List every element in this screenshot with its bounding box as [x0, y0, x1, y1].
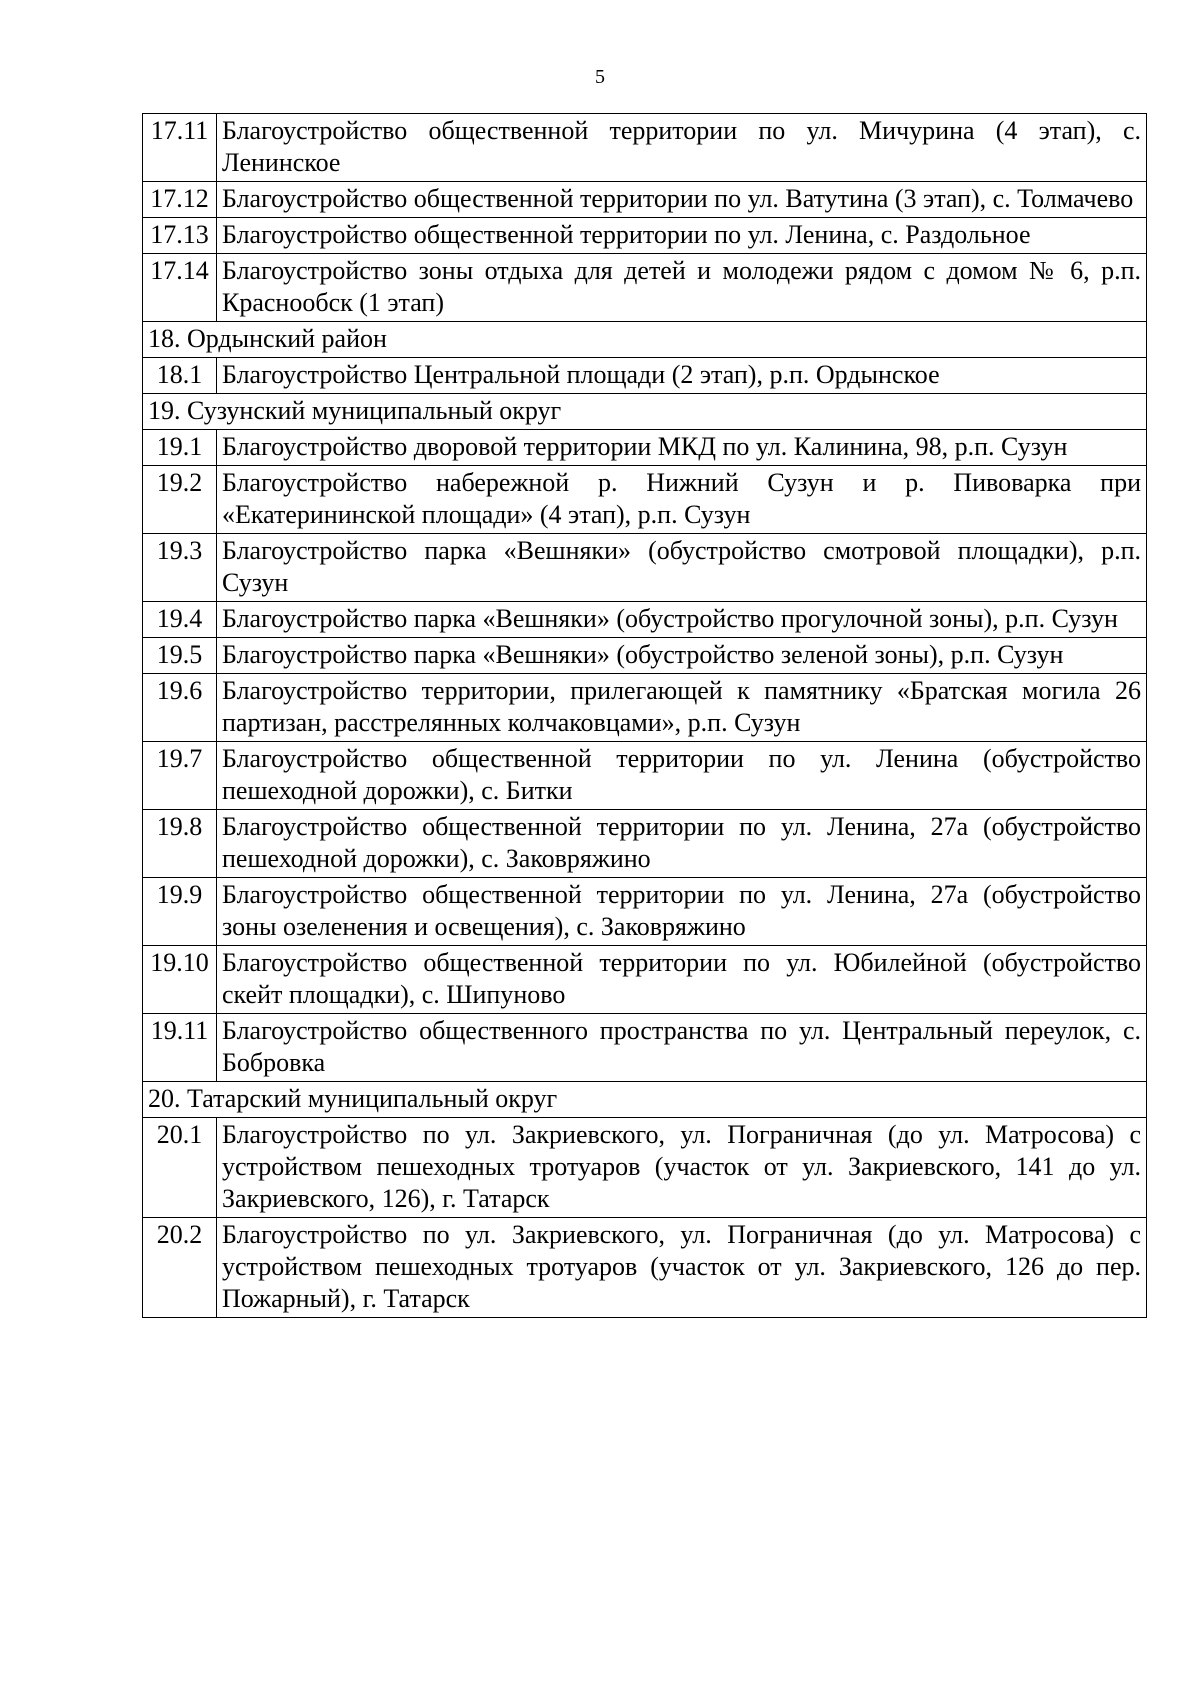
- row-description: Благоустройство Центральной площади (2 этап), р.п. Ордынское: [217, 358, 1147, 394]
- row-number: 19.2: [143, 466, 217, 534]
- row-number: 17.11: [143, 114, 217, 182]
- table-row: [143, 358, 1147, 394]
- section-row: [143, 394, 1147, 430]
- table-row: [143, 534, 1147, 602]
- row-description: Благоустройство общественной территории по ул. Ватутина (3 этап), с. Толмачево: [217, 182, 1147, 218]
- table-row: [143, 218, 1147, 254]
- projects-table: [142, 113, 1147, 1318]
- row-number: 19.9: [143, 878, 217, 946]
- table-row: [143, 1118, 1147, 1218]
- row-description: Благоустройство общественной территории по ул. Ленина, 27а (обустройство пешеходной дорожки), с. Заковряжино: [217, 810, 1147, 878]
- table-row: [143, 602, 1147, 638]
- row-number: 17.14: [143, 254, 217, 322]
- row-number: 19.7: [143, 742, 217, 810]
- row-number: 20.2: [143, 1218, 217, 1318]
- row-number: 20.1: [143, 1118, 217, 1218]
- row-number: 17.13: [143, 218, 217, 254]
- section-heading: 18. Ордынский район: [143, 322, 1147, 358]
- row-description: Благоустройство парка «Вешняки» (обустройство зеленой зоны), р.п. Сузун: [217, 638, 1147, 674]
- table-row: [143, 810, 1147, 878]
- row-number: 19.1: [143, 430, 217, 466]
- row-description: Благоустройство по ул. Закриевского, ул. Пограничная (до ул. Матросова) с устройством пешеходных тротуаров (участок от ул. Закриевского, 126 до пер. Пожарный), г. Татарск: [217, 1218, 1147, 1318]
- table-row: [143, 878, 1147, 946]
- row-description: Благоустройство общественной территории по ул. Ленина, с. Раздольное: [217, 218, 1147, 254]
- table-row: [143, 466, 1147, 534]
- section-row: [143, 322, 1147, 358]
- row-description: Благоустройство общественной территории по ул. Мичурина (4 этап), с. Ленинское: [217, 114, 1147, 182]
- table-row: [143, 742, 1147, 810]
- row-description: Благоустройство зоны отдыха для детей и молодежи рядом с домом № 6, р.п. Краснообск (1 этап): [217, 254, 1147, 322]
- table-row: [143, 1014, 1147, 1082]
- table-row: [143, 674, 1147, 742]
- row-number: 19.8: [143, 810, 217, 878]
- section-row: [143, 1082, 1147, 1118]
- row-description: Благоустройство общественной территории по ул. Юбилейной (обустройство скейт площадки), с. Шипуново: [217, 946, 1147, 1014]
- table-row: [143, 638, 1147, 674]
- table-row: [143, 430, 1147, 466]
- row-description: Благоустройство по ул. Закриевского, ул. Пограничная (до ул. Матросова) с устройством пешеходных тротуаров (участок от ул. Закриевского, 141 до ул. Закриевского, 126), г. Татарск: [217, 1118, 1147, 1218]
- table-row: [143, 182, 1147, 218]
- row-description: Благоустройство территории, прилегающей к памятнику «Братская могила 26 партизан, расстрелянных колчаковцами», р.п. Сузун: [217, 674, 1147, 742]
- page-number: 5: [595, 66, 605, 88]
- row-number: 19.4: [143, 602, 217, 638]
- row-number: 19.6: [143, 674, 217, 742]
- row-number: 19.11: [143, 1014, 217, 1082]
- table-row: [143, 254, 1147, 322]
- row-description: Благоустройство парка «Вешняки» (обустройство смотровой площадки), р.п. Сузун: [217, 534, 1147, 602]
- row-description: Благоустройство общественной территории по ул. Ленина (обустройство пешеходной дорожки), с. Битки: [217, 742, 1147, 810]
- table-row: [143, 114, 1147, 182]
- section-heading: 19. Сузунский муниципальный округ: [143, 394, 1147, 430]
- row-description: Благоустройство общественного пространства по ул. Центральный переулок, с. Бобровка: [217, 1014, 1147, 1082]
- row-description: Благоустройство парка «Вешняки» (обустройство прогулочной зоны), р.п. Сузун: [217, 602, 1147, 638]
- row-description: Благоустройство общественной территории по ул. Ленина, 27а (обустройство зоны озеленения и освещения), с. Заковряжино: [217, 878, 1147, 946]
- table-row: [143, 946, 1147, 1014]
- row-number: 17.12: [143, 182, 217, 218]
- table-row: [143, 1218, 1147, 1318]
- row-description: Благоустройство дворовой территории МКД по ул. Калинина, 98, р.п. Сузун: [217, 430, 1147, 466]
- row-description: Благоустройство набережной р. Нижний Сузун и р. Пивоварка при «Екатерининской площади» (4 этап), р.п. Сузун: [217, 466, 1147, 534]
- row-number: 19.3: [143, 534, 217, 602]
- section-heading: 20. Татарский муниципальный округ: [143, 1082, 1147, 1118]
- row-number: 18.1: [143, 358, 217, 394]
- row-number: 19.10: [143, 946, 217, 1014]
- row-number: 19.5: [143, 638, 217, 674]
